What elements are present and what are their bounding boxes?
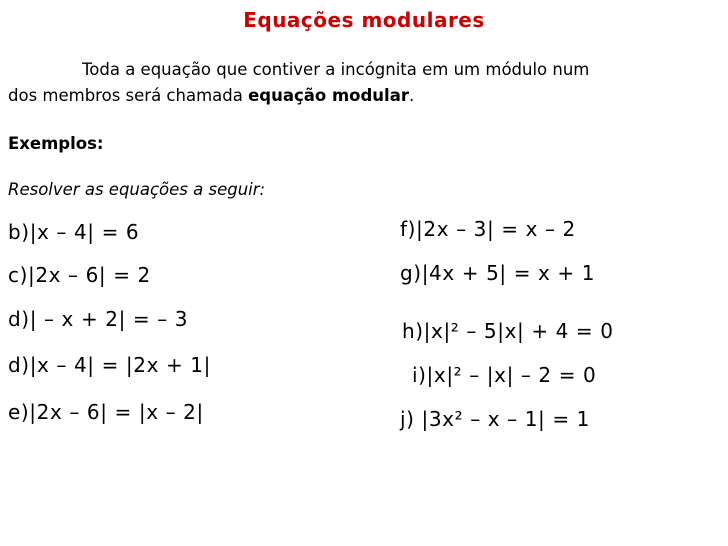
equation-j: j) |3x² – x – 1| = 1 (400, 407, 590, 431)
intro-line-1: Toda a equação que contiver a incógnita em um módulo num (82, 60, 590, 79)
equation-d1: d)| – x + 2| = – 3 (8, 307, 189, 331)
equation-c: c)|2x – 6| = 2 (8, 263, 151, 287)
instruction-text: Resolver as equações a seguir: (8, 180, 266, 199)
intro-line-2-suffix: . (409, 86, 415, 105)
intro-line-2-prefix: dos membros será chamada (8, 86, 249, 105)
equation-i: i)|x|² – |x| – 2 = 0 (412, 363, 597, 387)
equation-d2: d)|x – 4| = |2x + 1| (8, 353, 211, 377)
intro-bold-term: equação modular (248, 86, 409, 105)
equation-g: g)|4x + 5| = x + 1 (400, 261, 596, 285)
equation-b: b)|x – 4| = 6 (8, 220, 140, 244)
equation-e: e)|2x – 6| = |x – 2| (8, 400, 204, 424)
equation-f: f)|2x – 3| = x – 2 (400, 217, 576, 241)
intro-line-2 (8, 86, 414, 105)
equation-h: h)|x|² – 5|x| + 4 = 0 (402, 319, 614, 343)
page-title: Equações modulares (243, 8, 485, 32)
examples-heading: Exemplos: (8, 134, 104, 153)
